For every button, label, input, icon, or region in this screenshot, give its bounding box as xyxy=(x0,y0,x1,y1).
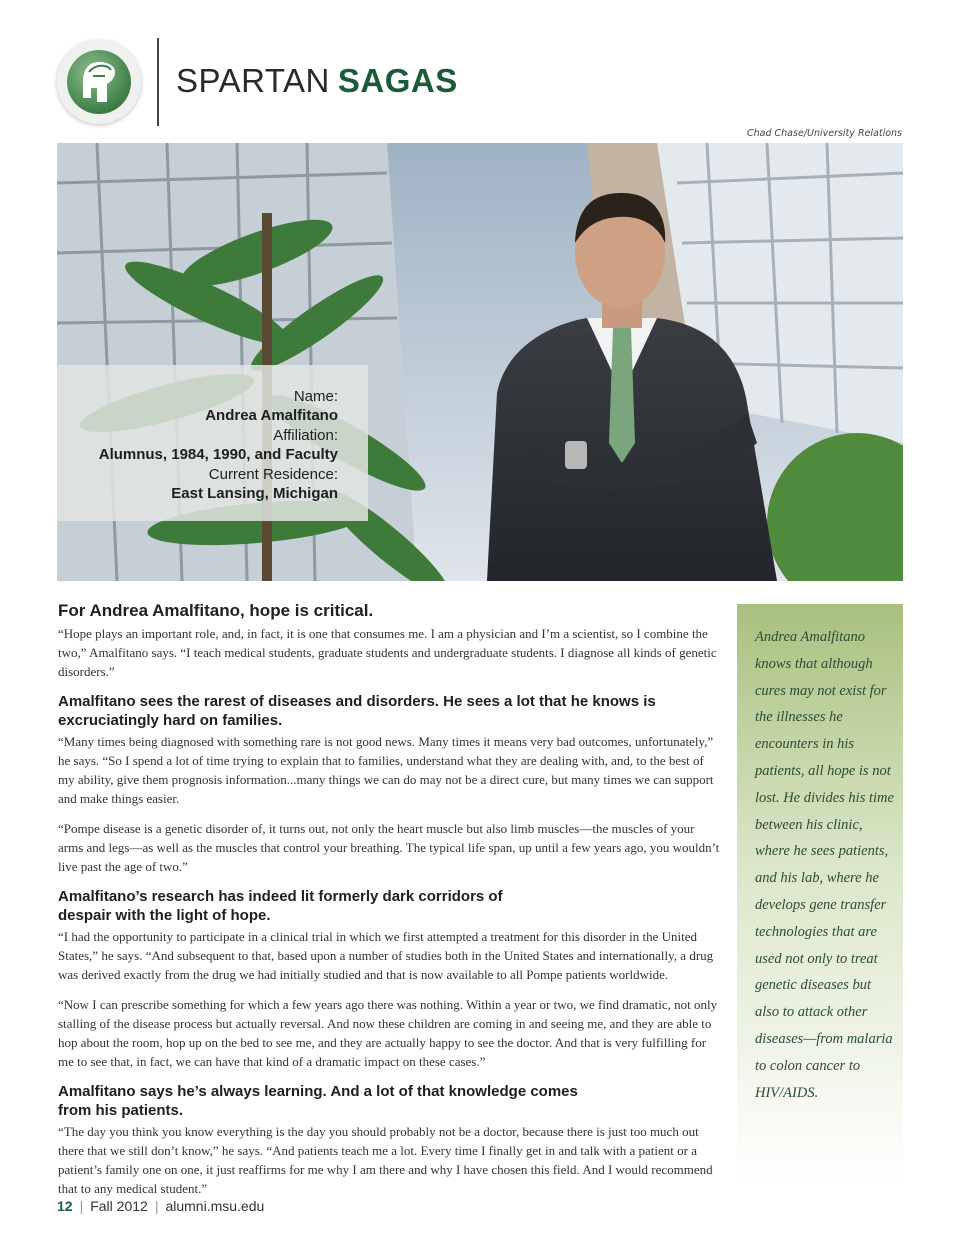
page-footer: 12 | Fall 2012 | alumni.msu.edu xyxy=(57,1198,265,1214)
pull-quote-sidebar xyxy=(737,604,903,1184)
photo-credit: Chad Chase/University Relations xyxy=(747,128,902,139)
paragraph: “Many times being diagnosed with something rare is not good news. Many times it means very bad outcomes, unfortunately,” he says. “So I spend a lot of time trying to explain that to families, understand what they are dealing with, and, to the best of my ability, give them prognosis information...many things we can do may not be a direct cure, but many times we can support and make things easier. xyxy=(58,734,714,806)
website-link[interactable]: alumni.msu.edu xyxy=(165,1198,265,1214)
affiliation-label: Affiliation: xyxy=(273,426,338,444)
section-title xyxy=(176,62,458,100)
residence-label: Current Residence: xyxy=(208,465,338,483)
subheading: Amalfitano’s research has indeed lit formerly dark corridors of despair with the light of hope. xyxy=(58,888,503,924)
logo-badge xyxy=(57,40,141,124)
issue-label: Fall 2012 xyxy=(90,1198,148,1214)
subheading: Amalfitano says he’s always learning. And a lot of that knowledge comes from his patients. xyxy=(58,1083,578,1119)
paragraph: “Hope plays an important role, and, in fact, it is one that consumes me. I am a physician and I’m a scientist, so I combine the two,” Amalfitano says. “I teach medical students, graduate students and undergraduate students. I diagnose all kinds of genetic disorders.” xyxy=(58,626,717,679)
affiliation-value: Alumnus, 1984, 1990, and Faculty xyxy=(98,446,338,464)
subheading: Amalfitano sees the rarest of diseases and disorders. He sees a lot that he knows is excruciatingly hard on families. xyxy=(58,693,656,729)
article-body xyxy=(58,600,723,1198)
paragraph: “I had the opportunity to participate in a clinical trial in which we first attempted a treatment for this disorder in the United States,” he says. “And subsequent to that, based upon a number of studies both in the United States and internationally, a drug was derived exactly from the drug we had initially studied and that is now available to all Pompe patients worldwide. xyxy=(58,929,714,982)
paragraph: “Now I can prescribe something for which a few years ago there was nothing. Within a year or two, we find dramatic, not only stalling of the disease process but actually reversal. And now these children are coming in and seeing me, and they are able to hop about the room, hop up on the bed to see me, and they are actually happy to see the doctor. And that is very fulfilling for me to see that, in fact, we can have that kind of a dramatic impact on these cases.” xyxy=(58,997,718,1069)
spartan-helmet-icon xyxy=(67,50,131,114)
section-title-suffix: SAGAS xyxy=(337,62,458,99)
residence-value: East Lansing, Michigan xyxy=(171,485,338,503)
profile-card xyxy=(57,365,368,521)
header-divider xyxy=(157,38,159,126)
page-number: 12 xyxy=(57,1198,73,1214)
paragraph: “The day you think you know everything is the day you should probably not be a doctor, because there is just too much out there that we still don’t know,” he says. “And patients teach me a lot. Every time I finally get in and talk with a patient or a patient’s family one on one, it just reaffirms for me why I am there and why I have chosen this field. And I would recommend that to any medical student.” xyxy=(58,1124,713,1196)
paragraph: “Pompe disease is a genetic disorder of, it turns out, not only the heart muscle but also limb muscles—the muscles of your arms and legs—as well as the muscles that control your breathing. The typical life span, up until a few years ago, you wouldn’t live past the age of two.” xyxy=(58,821,720,874)
name-value: Andrea Amalfitano xyxy=(205,407,338,425)
name-label: Name: xyxy=(293,388,338,405)
article-headline: For Andrea Amalfitano, hope is critical. xyxy=(58,601,374,620)
section-title-prefix: SPARTAN xyxy=(176,62,330,99)
pull-quote: Andrea Amalfitano knows that although cures may not exist for the illnesses he encounters in his patients, all hope is not lost. He divides his time between his clinic, where he sees patients, and his lab, where he develops gene transfer technologies that are used not only to treat genetic diseases but also to attack other diseases—from malaria to colon cancer to HIV/AIDS. xyxy=(755,629,894,1101)
